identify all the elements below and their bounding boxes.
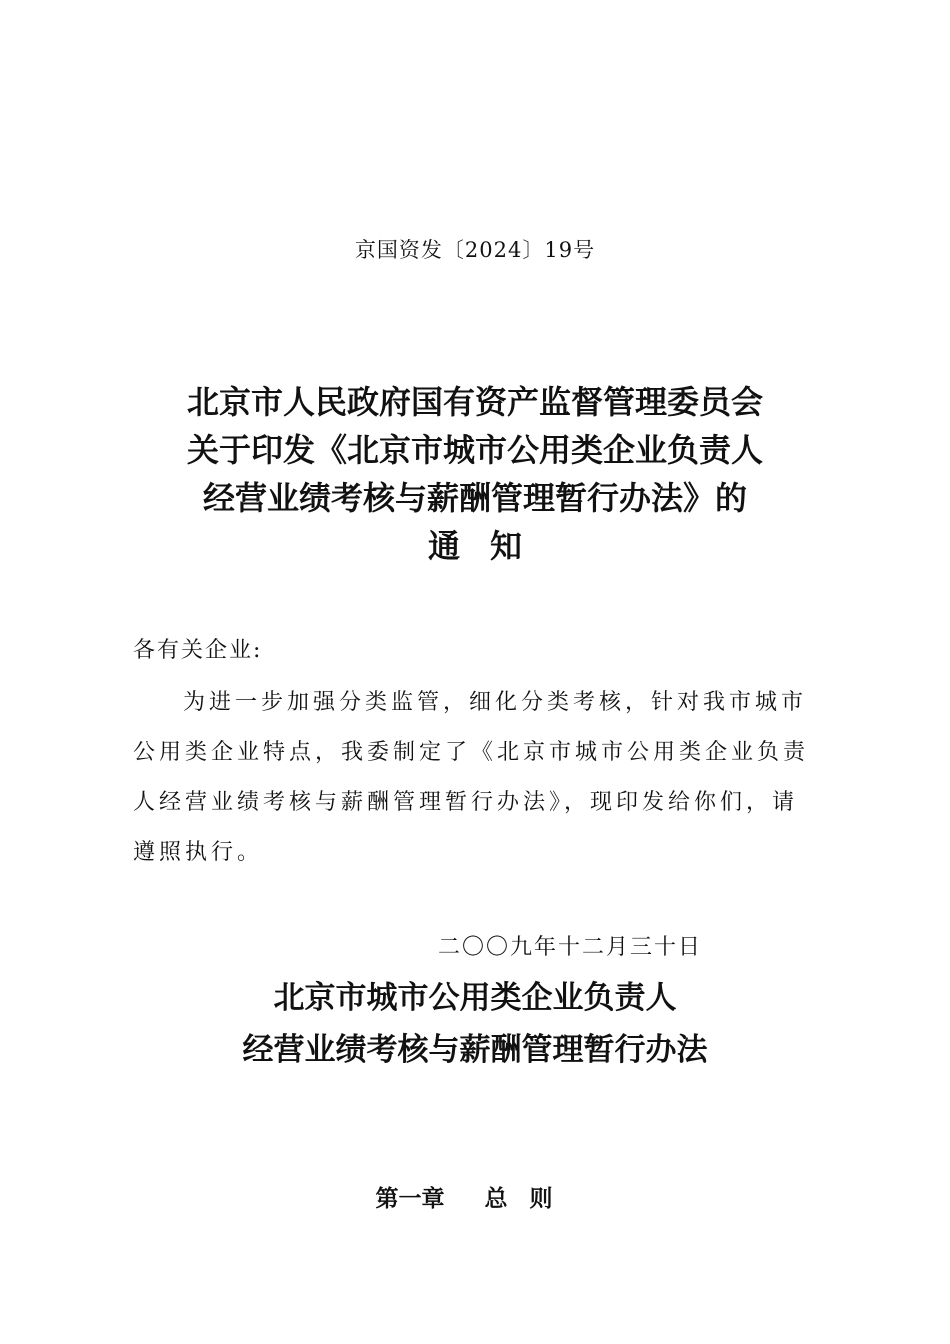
salutation: 各有关企业:	[133, 638, 263, 663]
measures-title-line-1: 北京市城市公用类企业负责人	[273, 980, 677, 1016]
issue-date: 二〇〇九年十二月三十日	[438, 935, 703, 960]
measures-title	[0, 972, 950, 1076]
chapter-name: 总则	[484, 1186, 575, 1212]
chapter-number: 第一章	[375, 1186, 445, 1212]
measures-title-line-2: 经营业绩考核与薪酬管理暂行办法	[242, 1032, 708, 1068]
document-number: 京国资发〔2024〕19号	[354, 238, 596, 262]
chapter-heading	[0, 1180, 950, 1213]
notice-title	[0, 378, 950, 570]
notice-title-line-2: 关于印发《北京市城市公用类企业负责人	[186, 431, 763, 469]
notice-title-line-1: 北京市人民政府国有资产监督管理委员会	[186, 383, 763, 421]
body-paragraph: 为进一步加强分类监管，细化分类考核，针对我市城市公用类企业特点，我委制定了《北京市城市公用类企业负责人经营业绩考核与薪酬管理暂行办法》，现印发给你们，请遵照执行。	[133, 690, 810, 865]
notice-title-line-4: 通知	[427, 527, 552, 565]
notice-title-line-3: 经营业绩考核与薪酬管理暂行办法》的	[202, 479, 747, 517]
